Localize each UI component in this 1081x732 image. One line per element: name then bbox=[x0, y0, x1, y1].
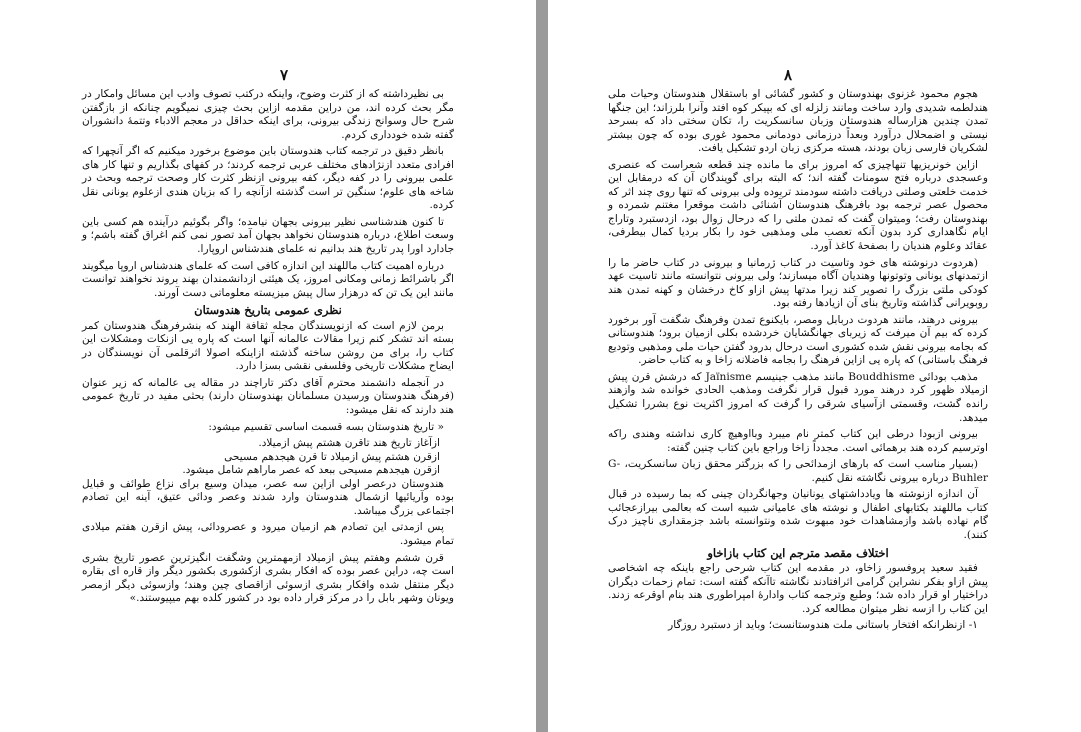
paragraph: فقید سعید پروفسور زاخاو، در مقدمه این کتاب شرحی راجع باینکه چه اشخاصی پیش ازاو بفکر نشراین گرامی اثرافتادند نگاشته تاآنکه گفته است: تمام زحمات دیگران دراختیار او قرار داده شد؛ وطبع وترجمه کتاب وادارهٔ امپراطوری هند بنام اوقرعه زدند. این کتاب را ازسه نظر میتوان مطالعه کرد. bbox=[608, 562, 988, 615]
right-page bbox=[548, 0, 1081, 732]
paragraph: (بسیار مناسب است که بارهای ازمدائحی را که بزرگتر محقق زبان سانسکریت، G-Buhler درباره بیرونی نگاشته نقل کنیم. bbox=[608, 458, 988, 484]
paragraph: در آنجمله دانشمند محترم آقای دکتر تاراچند در مقاله یی عالمانه که زیر عنوان (فرهنگ هندوستان ورسیدن مسلمانان بهندوستان دارند) بحثی مفید در تاریخ عمومی هند دارند که نقل میشود: bbox=[82, 376, 454, 417]
right-text-column bbox=[608, 88, 988, 636]
page-number: ۸ bbox=[784, 66, 793, 84]
paragraph: هجوم محمود غزنوی بهندوستان و کشور گشائی او باستقلال هندوستان وحیات ملی هندلطمه شدیدی وارد ساخت ومانند زلزله ای که بپیکر کوه افتد وآنرا بلرزاند؛ این جنگها تمدن چندین هزارساله هندوستان وزبان سانسکریت را، تکان سختی داد که بسرحد نیستی و اضمحلال درآورد وبعداً درزمانی دودمانی محمود غوری بوده که چون بیشتر لشکریان فارسی زبان بودند، هسته مرکزی زبان اردو تشکیل یافت. bbox=[608, 88, 988, 155]
paragraph: بیرونی درهند، مانند هردوت دربابل ومصر، بایکنوع تمدن وفرهنگ شگفت آور برخورد کرده که بیم آن میرفت که زیربای جهانگشایان خردشده بکلی ازمیان برود؛ هندوستانی که بجامه بیرونی نقش شده کشوری است درحال بدرود گفتن حیات ملی ومذهبی وتودیع فرهنگ باستانی) که پاره یی ازاین فرهنگ را بجامه فاضلانه زاخا و به کتاب حاضر. bbox=[608, 313, 988, 367]
paragraph: بانظر دقیق در ترجمه کتاب هندوستان باین موضوع برخورد میکنیم که اگر آنچهرا که افرادی متعدد ازنژادهای مختلف عربی ترجمه کردند؛ در کفهای بگذاریم و تنها کار های علمی بیرونی را در کفه دیگر، کفه بیرونی ازنظر کثرت کار وصحت ترجمه وبحث در شاخه های علوم؛ سنگین تر است گذشته ازآنچه را که بزبان هندی ازعلوم یونانی نقل کرده. bbox=[82, 145, 454, 212]
list-item: ازقرن هشتم پیش ازمیلاد تا قرن هیجدهم مسیحی bbox=[224, 450, 440, 463]
paragraph: مذهب بودائی Bouddhisme مانند مذهب جینیسم Jaïnisme که درشش قرن پیش ازمیلاد ظهور کرد درهند مورد قبول قرار نگرفت ومذهب الحادی خوانده شد وازهند رانده گشت، وقسمتی ازآسیای شرقی را گرفت که امروز اکثریت نوع بشررا تشکیل میدهد. bbox=[608, 370, 988, 424]
paragraph: تا کنون هندشناسی نظیر بیرونی بجهان نیامده؛ واگر بگوئیم درآینده هم کسی باین وسعت اطلاع، درباره هندوستان نخواهد بجهان آمد تصور نمی کنم اغراق گفته باشم؛ و جادارد اورا پدر تاریخ هند بدانیم نه علمای هندشناس اروپارا. bbox=[82, 215, 454, 256]
left-page bbox=[0, 0, 536, 732]
left-text-column bbox=[82, 88, 454, 609]
section-heading: اختلاف مقصد مترجم این کتاب بازاخاو bbox=[707, 545, 889, 560]
list-item: ازقرن هیجدهم مسیحی ببعد که عصر ماراهم شامل میشود. bbox=[182, 464, 440, 477]
paragraph: درباره اهمیت کتاب ماللهند این اندازه کافی است که علمای هندشناس اروپا میگویند اگر باشرائط زمانی ومکانی امروز، یک هیئتی ازدانشمندان بهند بروند نخواهند توانست مانند این یک تن که درهزار سال پیش میزیسته معلوماتی دست آورند. bbox=[82, 259, 454, 299]
section-heading: نظری عمومی بتاریخ هندوستان bbox=[194, 303, 342, 318]
page-number: ۷ bbox=[280, 66, 289, 84]
paragraph: ازاین خونریزیها تنهاچیزی که امروز برای ما مانده چند قطعه شعراست که عنصری وعسجدی درباره فتح سومنات گفته اند؛ که البته برای گویندگان آن که درمقابل این خدمت خلعتی وصلتی دریافت داشته سودمند تربوده ولی بیرونی که تنها روی چند اثر که محصول عصر ترجمه بود بافرهنگ هندوستان آشنائی داشت موقعرا مغتنم شمرده و بهندوستان رفت؛ ومیتوان گفت که تمدن ملتی را که درحال زوال بود، ازدستبرد وتاراج ایام نگاهداری کرد بدون آنکه تعصب ملی ومذهبی خود را بکار بردیا کمال بیطرفی، عقائد وعلوم هندیان را بصفحهٔ کاغذ آورد. bbox=[608, 158, 988, 253]
paragraph: هندوستان درعصر اولی ازاین سه عصر، میدان وسیع برای نزاع طوائف و قبایل بوده وآریائیها ازشمال هندوستان وارد شدند وعصر ودائی عتیق، آینه این تصادم اجتماعی بزرگ میباشد. bbox=[82, 477, 454, 517]
paragraph: بی نظیرداشته که از کثرت وضوح، واینکه درکتب تصوف وادب این مسائل وامکار در مگر بحث کرده اند، من دراین مقدمه ازاین بحث چیزی نمیگویم چنانکه از بازگفتن شرح حال وسوانح زندگی بیرونی، برای اینکه حداقل در معجم الادباء وتتمهٔ دانشوران گفته شده خودداری کردم. bbox=[82, 88, 454, 141]
list-item: ازآغاز تاریخ هند تاقرن هشتم پیش ازمیلاد. bbox=[258, 437, 440, 450]
paragraph: بیرونی ازبودا درطی این کتاب کمتر نام میبرد وبااوهیچ کاری نداشته وهندی راکه اوترسیم کرده هند برهمائی است. مجدداً زاخا وراجع باین کتاب چنین گفته: bbox=[608, 428, 988, 454]
paragraph: قرن ششم وهفتم پیش ازمیلاد ازمهمترین وشگفت انگیزترین عصور تاریخ بشری است چه، دراین عصر بوده که افکار بشری ازکشوری بکشور دیگر واز قاره ای بقاره دیگر منتقل شده وافکار بشری ازسوئی ازاقصای چین وهند؛ وازسوئی دیگر ازمصر ویونان وشهر بابل را در مرکز قرار داده بود در کشور کلده بهم میپیوستند.» bbox=[82, 551, 454, 605]
paragraph: پس ازمدتی این تصادم هم ازمیان میرود و عصرودائی، پیش ازقرن هفتم میلادی تمام میشود. bbox=[82, 521, 454, 547]
paragraph: « تاریخ هندوستان بسه قسمت اساسی تقسیم میشود: bbox=[208, 420, 444, 433]
paragraph: آن اندازه ازنوشته ها ویادداشتهای یونانیان وجهانگردان چینی که بما رسیده در قبال کتاب ماللهند بکتابهای اطفال و نوشته های عامیانی شبیه است که بعالمی بیرازعجائب گام نهاده باشد وازمشاهدات خود مبهوت شده ونتوانسته باشد جزمقداری ناچیز درک کنند). bbox=[608, 488, 988, 541]
paragraph: (هردوت درنوشته های خود وتاسیت در کتاب ژرمانیا و بیرونی در کتاب حاضر ما را ازتمدنهای یونانی وتوتونها وهندیان آگاه میسازند؛ ولی بیرونی نتوانسته مانند تاسیت عهد کودکی ملتی بزرگ را تصویر کند زیرا مدتها پیش ازاو کاخ درخشان و کهنه تمدن هند روبویرانی گذاشته وتاریخ بنای آن ازیادها رفته بود. bbox=[608, 256, 988, 310]
paragraph: ۱- ازنظرانکه افتخار باستانی ملت هندوستانست؛ وباید از دستبرد روزگار bbox=[668, 619, 978, 632]
paragraph: برمن لازم است که ازنویسندگان مجله ثقافة الهند که بنشرفرهنگ هندوستان کمر بسته اند تشکر کنم زیرا مقالات عالمانه آنها است که پاره یی ازنکات ومشکلات این کتاب را، برای من روشن ساخته گذشته ازاینکه اصولا اثرقلمی آن نویسندگان در ایضاح مشکلات تاریخی وفلسفی نقشی بسزا دارد. bbox=[82, 319, 454, 373]
